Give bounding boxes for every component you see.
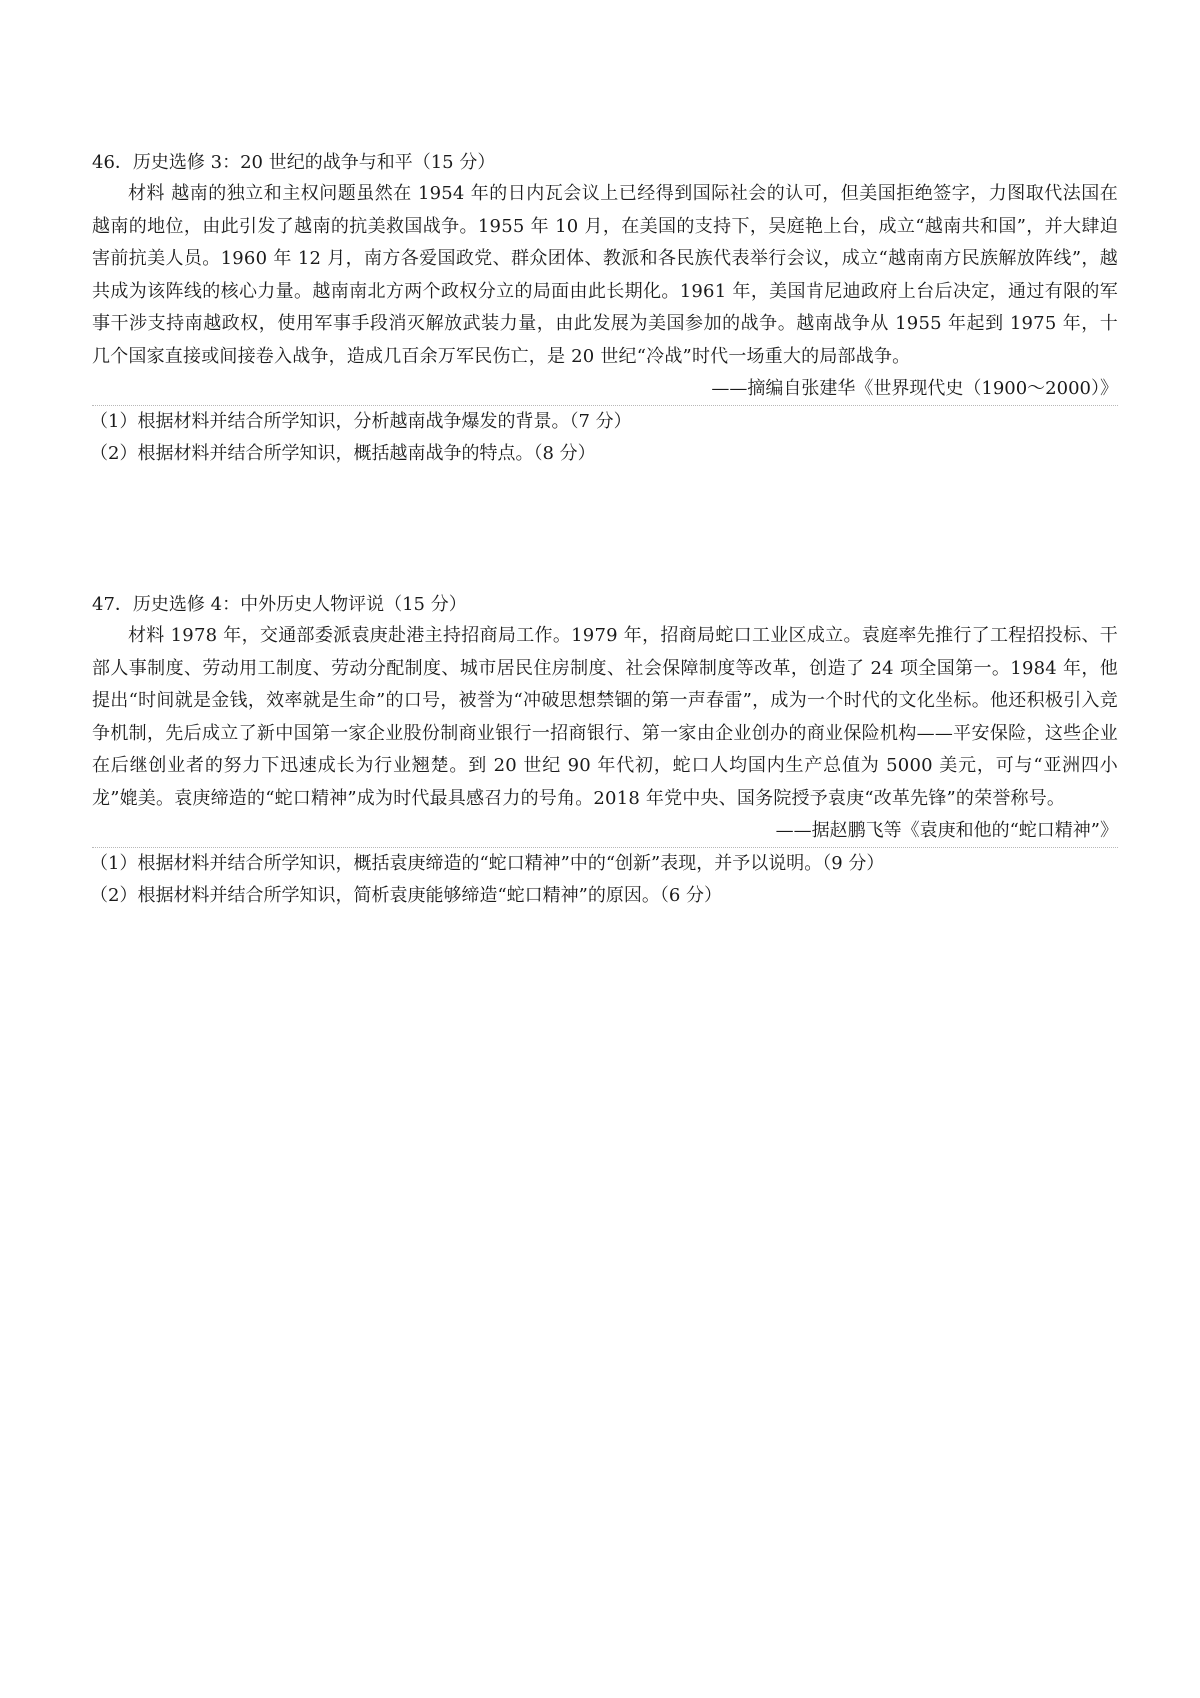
question-47-sub-2: （2）根据材料并结合所学知识，简析袁庚能够缔造“蛇口精神”的原因。（6 分） bbox=[90, 885, 723, 906]
question-47-source: ——据赵鹏飞等《袁庚和他的“蛇口精神”》 bbox=[92, 815, 1118, 848]
question-46-material: 材料 越南的独立和主权问题虽然在 1954 年的日内瓦会议上已经得到国际社会的认可，但美国拒绝签字，力图取代法国在越南的地位，由此引发了越南的抗美救国战争。1955 年 10 月，在美国的支持下，吴庭艳上台，成立“越南共和国”，并大肆迫害前抗美人员。1960 年 12 月，南方各爱国政党、群众团体、教派和各民族代表举行会议，成立“越南南方民族解放阵线”，越共成为该阵线的核心力量。越南南北方两个政权分立的局面由此长期化。1961 年，美国肯尼迪政府上台后决定，通过有限的军事干涉支持南越政权，使用军事手段消灭解放武装力量，由此发展为美国参加的战争。越南战争从 1955 年起到 1975 年，十几个国家直接或间接卷入战争，造成几百余万军民伤亡，是 20 世纪“冷战”时代一场重大的局部战争。 bbox=[92, 183, 1118, 367]
question-46 bbox=[92, 148, 1118, 470]
question-46-title: 46．历史选修 3：20 世纪的战争与和平（15 分） bbox=[92, 152, 496, 173]
question-46-sub-1: （1）根据材料并结合所学知识，分析越南战争爆发的背景。（7 分） bbox=[90, 411, 632, 432]
question-46-source: ——摘编自张建华《世界现代史（1900～2000）》 bbox=[92, 373, 1118, 406]
question-47-title: 47．历史选修 4：中外历史人物评说（15 分） bbox=[92, 594, 467, 615]
question-47-sub-1: （1）根据材料并结合所学知识，概括袁庚缔造的“蛇口精神”中的“创新”表现，并予以说明。（9 分） bbox=[90, 853, 885, 874]
question-47-material: 材料 1978 年，交通部委派袁庚赴港主持招商局工作。1979 年，招商局蛇口工业区成立。袁庭率先推行了工程招投标、干部人事制度、劳动用工制度、劳动分配制度、城市居民住房制度、社会保障制度等改革，创造了 24 项全国第一。1984 年，他提出“时间就是金钱，效率就是生命”的口号，被誉为“冲破思想禁锢的第一声春雷”，成为一个时代的文化坐标。他还积极引入竞争机制，先后成立了新中国第一家企业股份制商业银行一招商银行、第一家由企业创办的商业保险机构——平安保险，这些企业在后继创业者的努力下迅速成长为行业翘楚。到 20 世纪 90 年代初，蛇口人均国内生产总值为 5000 美元，可与“亚洲四小龙”媲美。袁庚缔造的“蛇口精神”成为时代最具感召力的号角。2018 年党中央、国务院授予袁庚“改革先锋”的荣誉称号。 bbox=[92, 625, 1118, 809]
question-46-sub-2: （2）根据材料并结合所学知识，概括越南战争的特点。（8 分） bbox=[90, 443, 596, 464]
question-47 bbox=[92, 590, 1118, 912]
